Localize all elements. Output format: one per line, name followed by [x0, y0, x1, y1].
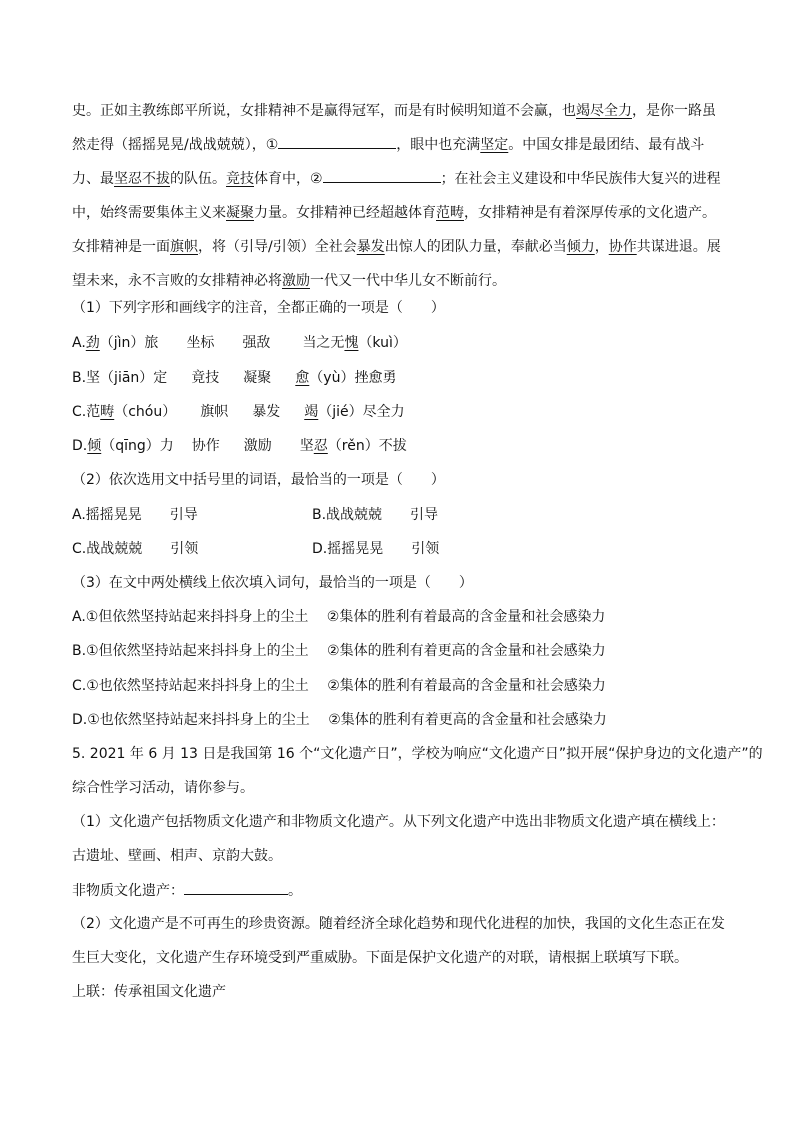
question-3-stem: （3）在文中两处横线上依次填入词句，最恰当的一项是（ ） — [72, 575, 473, 591]
question-5-intro-line-2: 综合性学习活动，请你参与。 — [72, 780, 254, 796]
option-text: （jié）尽全力 — [318, 404, 405, 420]
underlined-word: 竞技 — [226, 171, 254, 187]
option-word: 强敌 — [242, 335, 271, 351]
question-1-stem: （1）下列字形和画线字的注音，全都正确的一项是（ ） — [72, 300, 445, 316]
question-1-option-c[interactable] — [72, 402, 405, 422]
underlined-word: 坚忍不拔 — [114, 171, 170, 187]
underlined-word: 协作 — [608, 239, 637, 255]
underlined-char: 愈 — [295, 370, 310, 386]
question-3-option-b[interactable]: B.①但依然坚持站起来抖抖身上的尘土 ②集体的胜利有着更高的含金量和社会感染力 — [72, 643, 606, 659]
answer-blank-1[interactable] — [278, 134, 396, 149]
question-1-option-b[interactable] — [72, 368, 396, 388]
answer-label: 非物质文化遗产： — [72, 883, 184, 899]
underlined-word: 坚定 — [480, 137, 509, 153]
passage-text: 史。正如主教练郎平所说，女排精神不是赢得冠军，而是有时候明知道不会赢，也 — [72, 103, 576, 119]
punctuation: 。 — [288, 883, 302, 899]
underlined-word: 旗帜 — [170, 239, 198, 255]
question-2-option-b[interactable]: B.战战兢兢 引导 — [312, 507, 439, 523]
option-word: 凝聚 — [243, 370, 272, 386]
option-word: 竟技 — [191, 370, 220, 386]
underlined-word: 倾力 — [566, 239, 595, 255]
option-word: 坐标 — [186, 335, 215, 351]
option-label: D. — [72, 438, 88, 454]
passage-text: ，眼中也充满 — [396, 137, 481, 153]
passage-paragraph — [72, 94, 722, 298]
question-3-option-c[interactable]: C.①也依然坚持站起来抖抖身上的尘土 ②集体的胜利有着最高的含金量和社会感染力 — [72, 678, 606, 694]
option-text: （rěn）不拔 — [327, 438, 407, 454]
underlined-char: 竭 — [304, 404, 319, 420]
question-5-sub2-line-2: 生巨大变化，文化遗产生存环境受到严重威胁。下面是保护文化遗产的对联，请根据上联填写下联。 — [72, 950, 688, 966]
passage-text: ，是你一路虽然走得（摇摇晃晃/战战兢兢），① — [72, 103, 716, 153]
underlined-word: 暴发 — [356, 239, 385, 255]
option-word: 暴发 — [252, 404, 281, 420]
passage-text: ，将（引导/引领）全社会 — [198, 239, 357, 255]
underlined-char: 愧 — [344, 335, 359, 351]
underlined-char: 劲 — [85, 335, 100, 351]
answer-blank-2[interactable] — [323, 168, 441, 183]
question-5-sub2-line-1: （2）文化遗产是不可再生的珍贵资源。随着经济全球化趋势和现代化进程的加快，我国的文化生态正在发 — [72, 916, 725, 932]
underlined-word: 激励 — [282, 273, 310, 289]
option-text: （chóu） — [114, 404, 177, 420]
passage-text: 力量。女排精神已经超越体育 — [254, 205, 436, 221]
option-label: C.范 — [72, 404, 101, 420]
question-5-couplet-upper: 上联：传承祖国文化遗产 — [72, 984, 226, 1000]
option-text: （qīng）力 — [101, 438, 174, 454]
question-5-sub1-answer — [72, 880, 302, 901]
underlined-char: 忍 — [313, 438, 328, 454]
option-word: 旗帜 — [200, 404, 229, 420]
question-1-option-d[interactable] — [72, 436, 407, 456]
passage-text: 共谋进退。展望未来，永不言败的女排精神必将 — [72, 239, 721, 289]
option-text: （yù）挫愈勇 — [309, 370, 397, 386]
underlined-word: 竭尽全力 — [576, 103, 632, 119]
question-3-option-a[interactable]: A.①但依然坚持站起来抖抖身上的尘土 ②集体的胜利有着最高的含金量和社会感染力 — [72, 609, 606, 625]
option-word: 协作 — [191, 438, 220, 454]
option-text: （kuì） — [358, 335, 407, 351]
passage-text: 体育中，② — [254, 171, 323, 187]
passage-text: 的队伍。 — [170, 171, 226, 187]
option-text: （jìn）旅 — [99, 335, 159, 351]
underlined-char: 倾 — [87, 438, 102, 454]
underlined-word: 凝聚 — [226, 205, 254, 221]
passage-text: ， — [594, 239, 609, 255]
question-5-sub1-line-2: 古遗址、壁画、相声、京韵大鼓。 — [72, 848, 282, 864]
option-word: 激励 — [243, 438, 272, 454]
question-2-stem: （2）依次选用文中括号里的词语，最恰当的一项是（ ） — [72, 472, 445, 488]
option-text: B.坚（jiān）定 — [72, 370, 168, 386]
option-word: 坚 — [299, 438, 314, 454]
question-2-option-a[interactable]: A.摇摇晃晃 引导 — [72, 507, 198, 523]
passage-text: ；在社会主义建设和中华民族伟大复兴的进程中，始终需要集体主义来 — [72, 171, 721, 221]
answer-blank-heritage[interactable] — [184, 880, 288, 895]
question-1-option-a[interactable] — [72, 333, 407, 353]
passage-text: ，女排精神是有着深厚传承的文化遗产。女排精神是一面 — [72, 205, 716, 255]
question-2-option-d[interactable]: D.摇摇晃晃 引领 — [312, 541, 440, 557]
option-word: 当之无 — [302, 335, 345, 351]
question-2-option-c[interactable]: C.战战兢兢 引领 — [72, 541, 199, 557]
question-5-sub1-line-1: （1）文化遗产包括物质文化遗产和非物质文化遗产。从下列文化遗产中选出非物质文化遗产填在横线上： — [72, 814, 725, 830]
question-3-option-d[interactable]: D.①也依然坚持站起来抖抖身上的尘土 ②集体的胜利有着更高的含金量和社会感染力 — [72, 712, 607, 728]
passage-text: 。中国女排是最团结、最有战斗力、最 — [72, 137, 705, 187]
option-label: A. — [72, 335, 86, 351]
underlined-word: 范畴 — [436, 205, 464, 221]
underlined-char: 畴 — [100, 404, 115, 420]
passage-text: 一代又一代中华儿女不断前行。 — [310, 273, 506, 289]
passage-text: 出惊人的团队力量，奉献必当 — [384, 239, 567, 255]
question-5-intro-line-1: 5. 2021 年 6 月 13 日是我国第 16 个“文化遗产日”，学校为响应“文化遗产日”拟开展“保护身边的文化遗产”的 — [72, 746, 763, 762]
